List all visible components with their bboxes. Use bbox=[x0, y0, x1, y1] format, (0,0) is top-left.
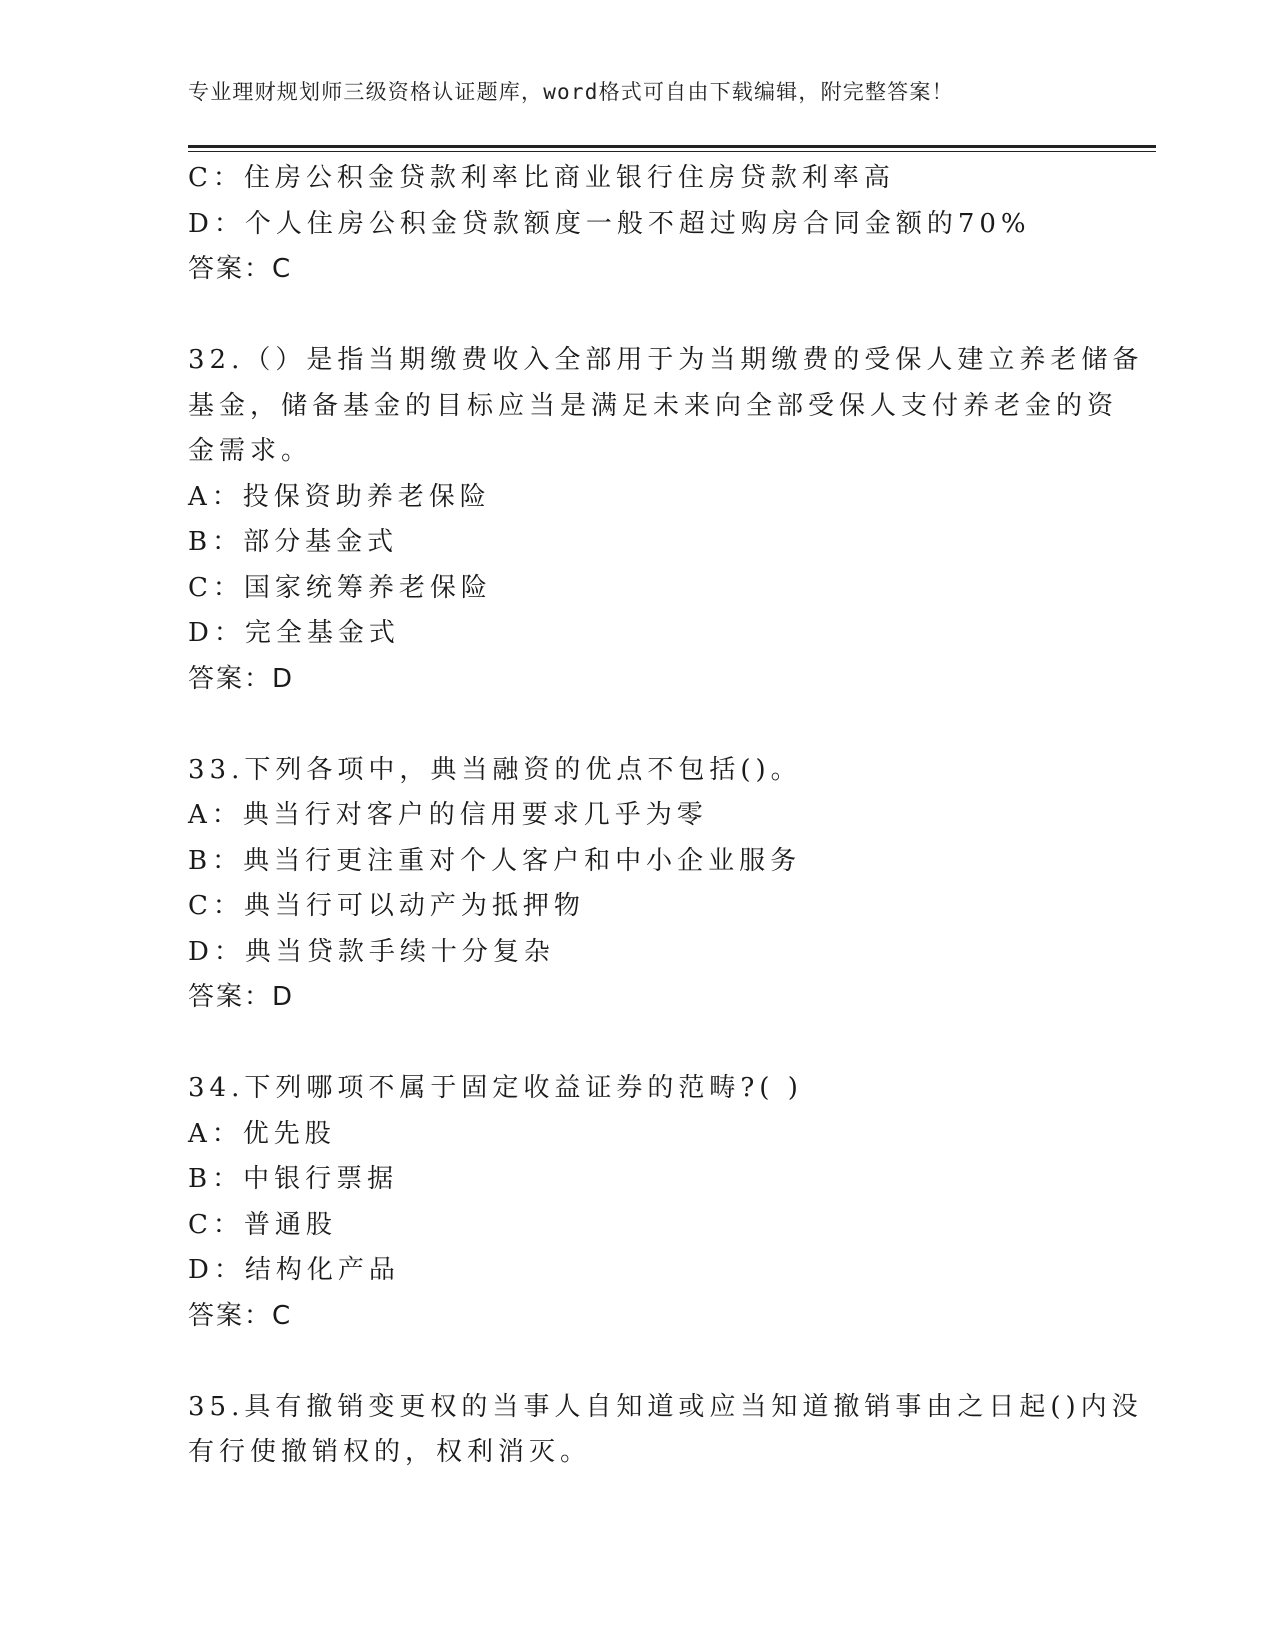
header-rule-thin bbox=[188, 151, 1156, 152]
question-35 bbox=[188, 1385, 1143, 1476]
question-33 bbox=[188, 748, 1088, 1021]
answer-line: 答案：D bbox=[188, 663, 295, 694]
answer-line: 答案：C bbox=[188, 254, 293, 284]
spacer bbox=[188, 1021, 1088, 1067]
answer-line: 答案：D bbox=[188, 982, 295, 1012]
question-32 bbox=[188, 338, 1144, 702]
spacer bbox=[188, 1339, 1088, 1385]
question-stem-line: 金需求。 bbox=[188, 436, 313, 466]
question-stem-line: 33.下列各项中，典当融资的优点不包括()。 bbox=[188, 754, 802, 785]
option-d: D：典当贷款手续十分复杂 bbox=[188, 936, 555, 967]
option-b: B：部分基金式 bbox=[188, 527, 399, 557]
question-stem-line: 基金，储备基金的目标应当是满足未来向全部受保人支付养老金的资 bbox=[188, 390, 1119, 421]
question-stem-line: 35.具有撤销变更权的当事人自知道或应当知道撤销事由之日起()内没 bbox=[188, 1391, 1143, 1422]
question-34 bbox=[188, 1066, 1088, 1339]
option-c: C：国家统筹养老保险 bbox=[188, 572, 492, 603]
option-c: C：典当行可以动产为抵押物 bbox=[188, 891, 585, 921]
question-stem-line: 34.下列哪项不属于固定收益证券的范畴?( ) bbox=[188, 1073, 803, 1103]
question-stem-line: 有行使撤销权的，权利消灭。 bbox=[188, 1437, 592, 1467]
spacer bbox=[188, 293, 1088, 339]
option-a: A：优先股 bbox=[188, 1118, 336, 1149]
option-a: A：投保资助养老保险 bbox=[188, 481, 491, 512]
option-d: D：结构化产品 bbox=[188, 1255, 400, 1285]
answer-line: 答案：C bbox=[188, 1300, 293, 1331]
page-header: 专业理财规划师三级资格认证题库，word格式可自由下载编辑，附完整答案！ bbox=[188, 80, 954, 104]
header-rule-thick bbox=[188, 145, 1156, 148]
question-stem-line: 32.（）是指当期缴费收入全部用于为当期缴费的受保人建立养老储备 bbox=[188, 345, 1144, 375]
option-a: A：典当行对客户的信用要求几乎为零 bbox=[188, 800, 708, 830]
option-b: B：典当行更注重对个人客户和中小企业服务 bbox=[188, 845, 802, 876]
question-31-tail bbox=[188, 156, 1088, 293]
spacer bbox=[188, 702, 1088, 748]
option-b: B：中银行票据 bbox=[188, 1164, 399, 1194]
option-c: C：普通股 bbox=[188, 1209, 337, 1240]
option-d: D：个人住房公积金贷款额度一般不超过购房合同金额的70% bbox=[188, 208, 1031, 239]
document-body bbox=[188, 156, 1144, 1476]
option-d: D：完全基金式 bbox=[188, 618, 400, 648]
option-c: C：住房公积金贷款利率比商业银行住房贷款利率高 bbox=[188, 163, 895, 193]
